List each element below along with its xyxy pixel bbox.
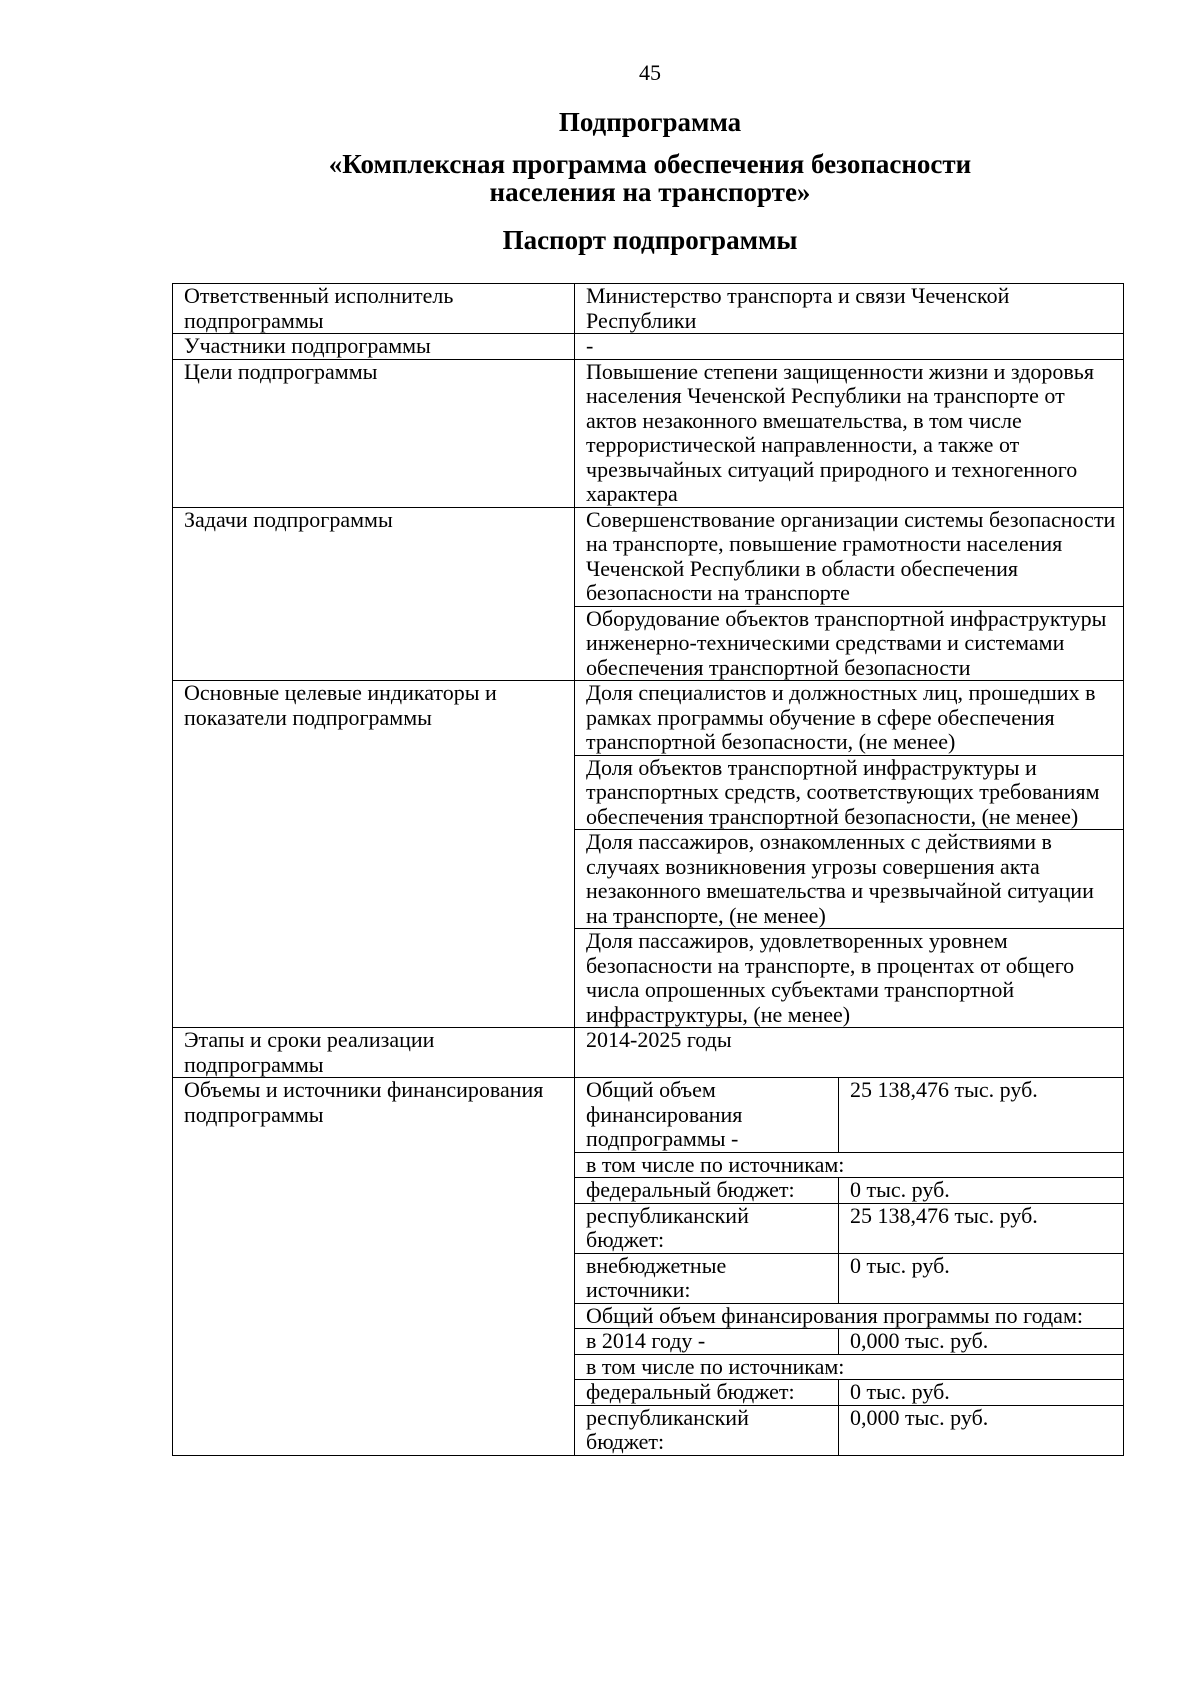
row-value-stages: 2014-2025 годы: [575, 1028, 1124, 1078]
financing-total-label: Общий объем финансирования подпрограммы -: [575, 1078, 839, 1153]
indicator-item: Доля специалистов и должностных лиц, прошедших в рамках программы обучение в сфере обеспечения транспортной безопасности, (не менее): [575, 681, 1124, 756]
financing-by-years: Общий объем финансирования программы по годам:: [575, 1303, 1124, 1329]
financing-total-value: 25 138,476 тыс. руб.: [839, 1078, 1124, 1153]
passport-heading: Паспорт подпрограммы: [502, 225, 798, 255]
row-label-financing: Объемы и источники финансирования подпрограммы: [173, 1078, 575, 1456]
subprogram-title-line-1: «Комплексная программа обеспечения безопасности: [328, 149, 972, 179]
indicator-item: Доля объектов транспортной инфраструктуры и транспортных средств, соответствующих требованиям обеспечения транспортной безопасности, (не менее): [575, 755, 1124, 830]
offbudget-value: 0 тыс. руб.: [839, 1253, 1124, 1303]
table-row: [173, 681, 1124, 756]
document-heading: [0, 108, 1200, 254]
offbudget-label: внебюджетные источники:: [575, 1253, 839, 1303]
row-label-tasks: Задачи подпрограммы: [173, 507, 575, 681]
task-item: Оборудование объектов транспортной инфраструктуры инженерно-техническими средствами и системами обеспечения транспортной безопасности: [575, 606, 1124, 681]
row-label-stages: Этапы и сроки реализации подпрограммы: [173, 1028, 575, 1078]
federal-budget-label: федеральный бюджет:: [575, 1178, 839, 1204]
row-label-goals: Цели подпрограммы: [173, 359, 575, 507]
page-number: 45: [639, 60, 661, 85]
republic-budget-label: республиканский бюджет:: [575, 1405, 839, 1455]
table-row: [173, 507, 1124, 606]
federal-budget-label: федеральный бюджет:: [575, 1380, 839, 1406]
table-row: [173, 284, 1124, 334]
financing-by-sources: в том числе по источникам:: [575, 1354, 1124, 1380]
year-2014-label: в 2014 году -: [575, 1329, 839, 1355]
subprogram-heading: Подпрограмма: [558, 107, 742, 137]
table-row: [173, 1078, 1124, 1153]
table-row: [173, 359, 1124, 507]
row-label-participants: Участники подпрограммы: [173, 334, 575, 360]
task-item: Совершенствование организации системы безопасности на транспорте, повышение грамотности населения Чеченской Республики в области обеспечения безопасности на транспорте: [575, 507, 1124, 606]
year-2014-value: 0,000 тыс. руб.: [839, 1329, 1124, 1355]
indicator-item: Доля пассажиров, ознакомленных с действиями в случаях возникновения угрозы совершения акта незаконного вмешательства и чрезвычайной ситуации на транспорте, (не менее): [575, 830, 1124, 929]
row-value-responsible: Министерство транспорта и связи Чеченской Республики: [575, 284, 1124, 334]
republic-budget-label: республиканский бюджет:: [575, 1203, 839, 1253]
indicator-item: Доля пассажиров, удовлетворенных уровнем безопасности на транспорте, в процентах от общего числа опрошенных субъектами транспортной инфраструктуры, (не менее): [575, 929, 1124, 1028]
row-label-responsible: Ответственный исполнитель подпрограммы: [173, 284, 575, 334]
republic-budget-value: 0,000 тыс. руб.: [839, 1405, 1124, 1455]
row-value-participants: -: [575, 334, 1124, 360]
republic-budget-value: 25 138,476 тыс. руб.: [839, 1203, 1124, 1253]
passport-table: [172, 283, 1124, 1456]
row-value-goals: Повышение степени защищенности жизни и здоровья населения Чеченской Республики на транспорте от актов незаконного вмешательства, в том числе террористической направленности, а также от чрезвычайных ситуаций природного и техногенного характера: [575, 359, 1124, 507]
table-row: [173, 334, 1124, 360]
financing-by-sources: в том числе по источникам:: [575, 1152, 1124, 1178]
table-row: [173, 1028, 1124, 1078]
federal-budget-value: 0 тыс. руб.: [839, 1178, 1124, 1204]
subprogram-title-line-2: населения на транспорте»: [489, 177, 811, 207]
federal-budget-value: 0 тыс. руб.: [839, 1380, 1124, 1406]
row-label-indicators: Основные целевые индикаторы и показатели подпрограммы: [173, 681, 575, 1028]
